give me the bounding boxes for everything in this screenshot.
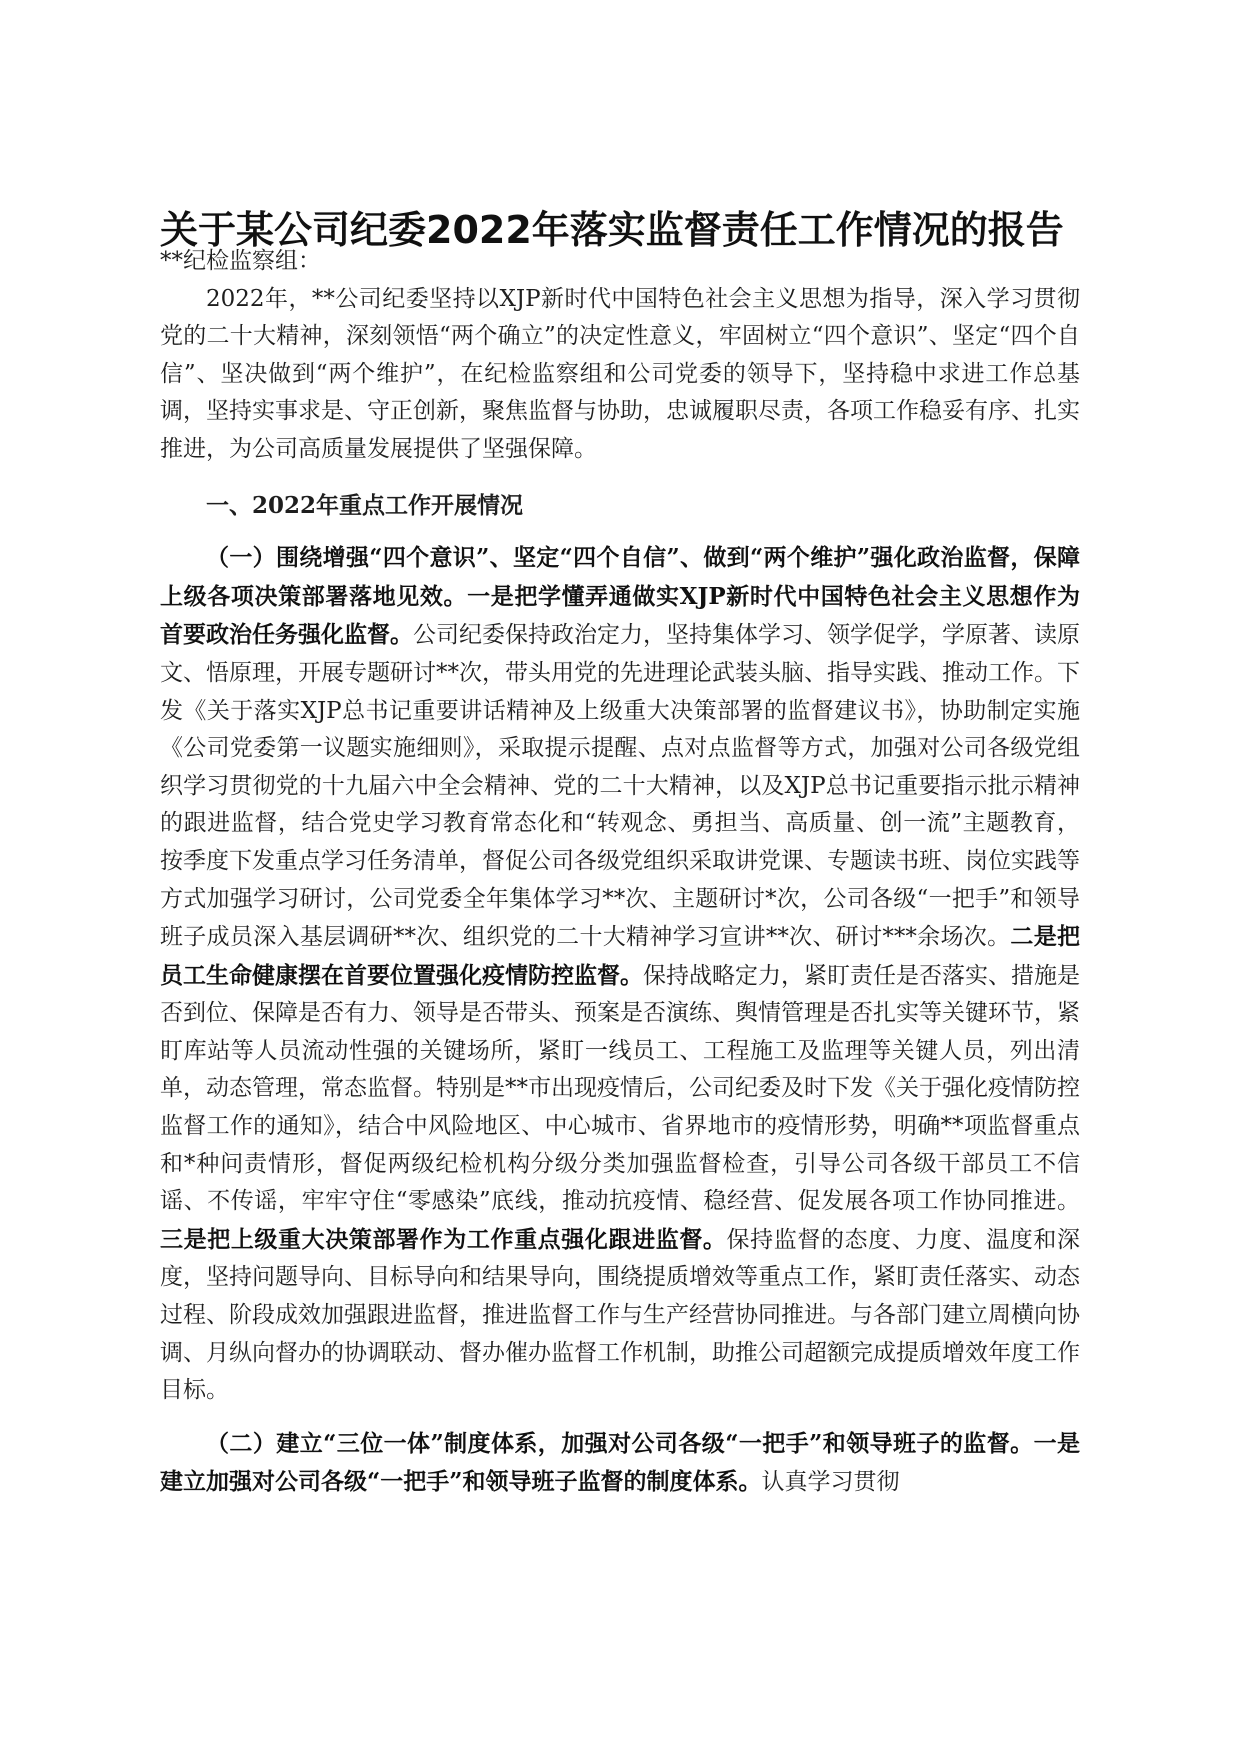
document-body	[160, 243, 1080, 1502]
subsection-2-point-1-lead: 一是建立加强对公司各级“一把手”和领导班子监督的制度体系。	[160, 1429, 1081, 1496]
subsection-2-paragraph	[160, 1425, 1080, 1502]
subsection-1-heading: （一）围绕增强“四个意识”、坚定“四个自信”、做到“两个维护”强化政治监督，保障上级各项决策部署落地见效。	[160, 544, 1080, 610]
subsection-2-heading: （二）建立“三位一体”制度体系，加强对公司各级“一把手”和领导班子的监督。	[206, 1429, 1034, 1457]
point-2-text: 保持战略定力，紧盯责任是否落实、措施是否到位、保障是否有力、领导是否带头、预案是否演练、舆情管理是否扎实等关键环节，紧盯库站等人员流动性强的关键场所，紧盯一线员工、工程施工及监理等关键人员，列出清单，动态管理，常态监督。特别是**市出现疫情后，公司纪委及时下发《关于强化疫情防控监督工作的通知》，结合中风险地区、中心城市、省界地市的疫情形势，明确**项监督重点和*种问责情形，督促两级纪检机构分级分类加强监督检查，引导公司各级干部员工不信谣、不传谣，牢牢守住“零感染”底线，推动抗疫情、稳经营、促发展各项工作协同推进。	[160, 962, 1080, 1215]
document-title: 关于某公司纪委2022年落实监督责任工作情况的报告	[160, 208, 1064, 252]
subsection-1-paragraph	[160, 539, 1080, 1410]
point-1-lead: 一是把学懂弄通做实XJP新时代中国特色社会主义思想作为首要政治任务强化监督。	[160, 582, 1080, 649]
point-1-text: 公司纪委保持政治定力，坚持集体学习、领学促学，学原著、读原文、悟原理，开展专题研讨**次，带头用党的先进理论武装头脑、指导实践、推动工作。下发《关于落实XJP总书记重要讲话精神及上级重大决策部署的监督建议书》，协助制定实施《公司党委第一议题实施细则》，采取提示提醒、点对点监督等方式，加强对公司各级党组织学习贯彻党的十九届六中全会精神、党的二十大精神，以及XJP总书记重要指示批示精神的跟进监督，结合党史学习教育常态化和“转观念、勇担当、高质量、创一流”主题教育，按季度下发重点学习任务清单，督促公司各级党组织采取讲党课、专题读书班、岗位实践等方式加强学习研讨，公司党委全年集体学习**次、主题研讨*次，公司各级“一把手”和领导班子成员深入基层调研**次、组织党的二十大精神学习宣讲**次、研讨***余场次。	[160, 622, 1080, 951]
point-2-lead: 二是把员工生命健康摆在首要位置强化疫情防控监督。	[160, 923, 1081, 989]
intro-paragraph: 2022年，**公司纪委坚持以XJP新时代中国特色社会主义思想为指导，深入学习贯彻党的二十大精神，深刻领悟“两个确立”的决定性意义，牢固树立“四个意识”、坚定“四个自信”、坚决做到“两个维护”，在纪检监察组和公司党委的领导下，坚持稳中求进工作总基调，坚持实事求是、守正创新，聚焦监督与协助，忠诚履职尽责，各项工作稳妥有序、扎实推进，为公司高质量发展提供了坚强保障。	[160, 285, 1080, 462]
point-3-lead: 三是把上级重大决策部署作为工作重点强化跟进监督。	[160, 1225, 727, 1253]
section-heading: 一、2022年重点工作开展情况	[206, 491, 524, 519]
salutation: **纪检监察组：	[160, 248, 321, 274]
subsection-2-point-1-text: 认真学习贯彻	[761, 1469, 900, 1496]
point-3-text: 保持监督的态度、力度、温度和深度，坚持问题导向、目标导向和结果导向，围绕提质增效等重点工作，紧盯责任落实、动态过程、阶段成效加强跟进监督，推进监督工作与生产经营协同推进。与各部门建立周横向协调、月纵向督办的协调联动、督办催办监督工作机制，助推公司超额完成提质增效年度工作目标。	[160, 1226, 1081, 1404]
